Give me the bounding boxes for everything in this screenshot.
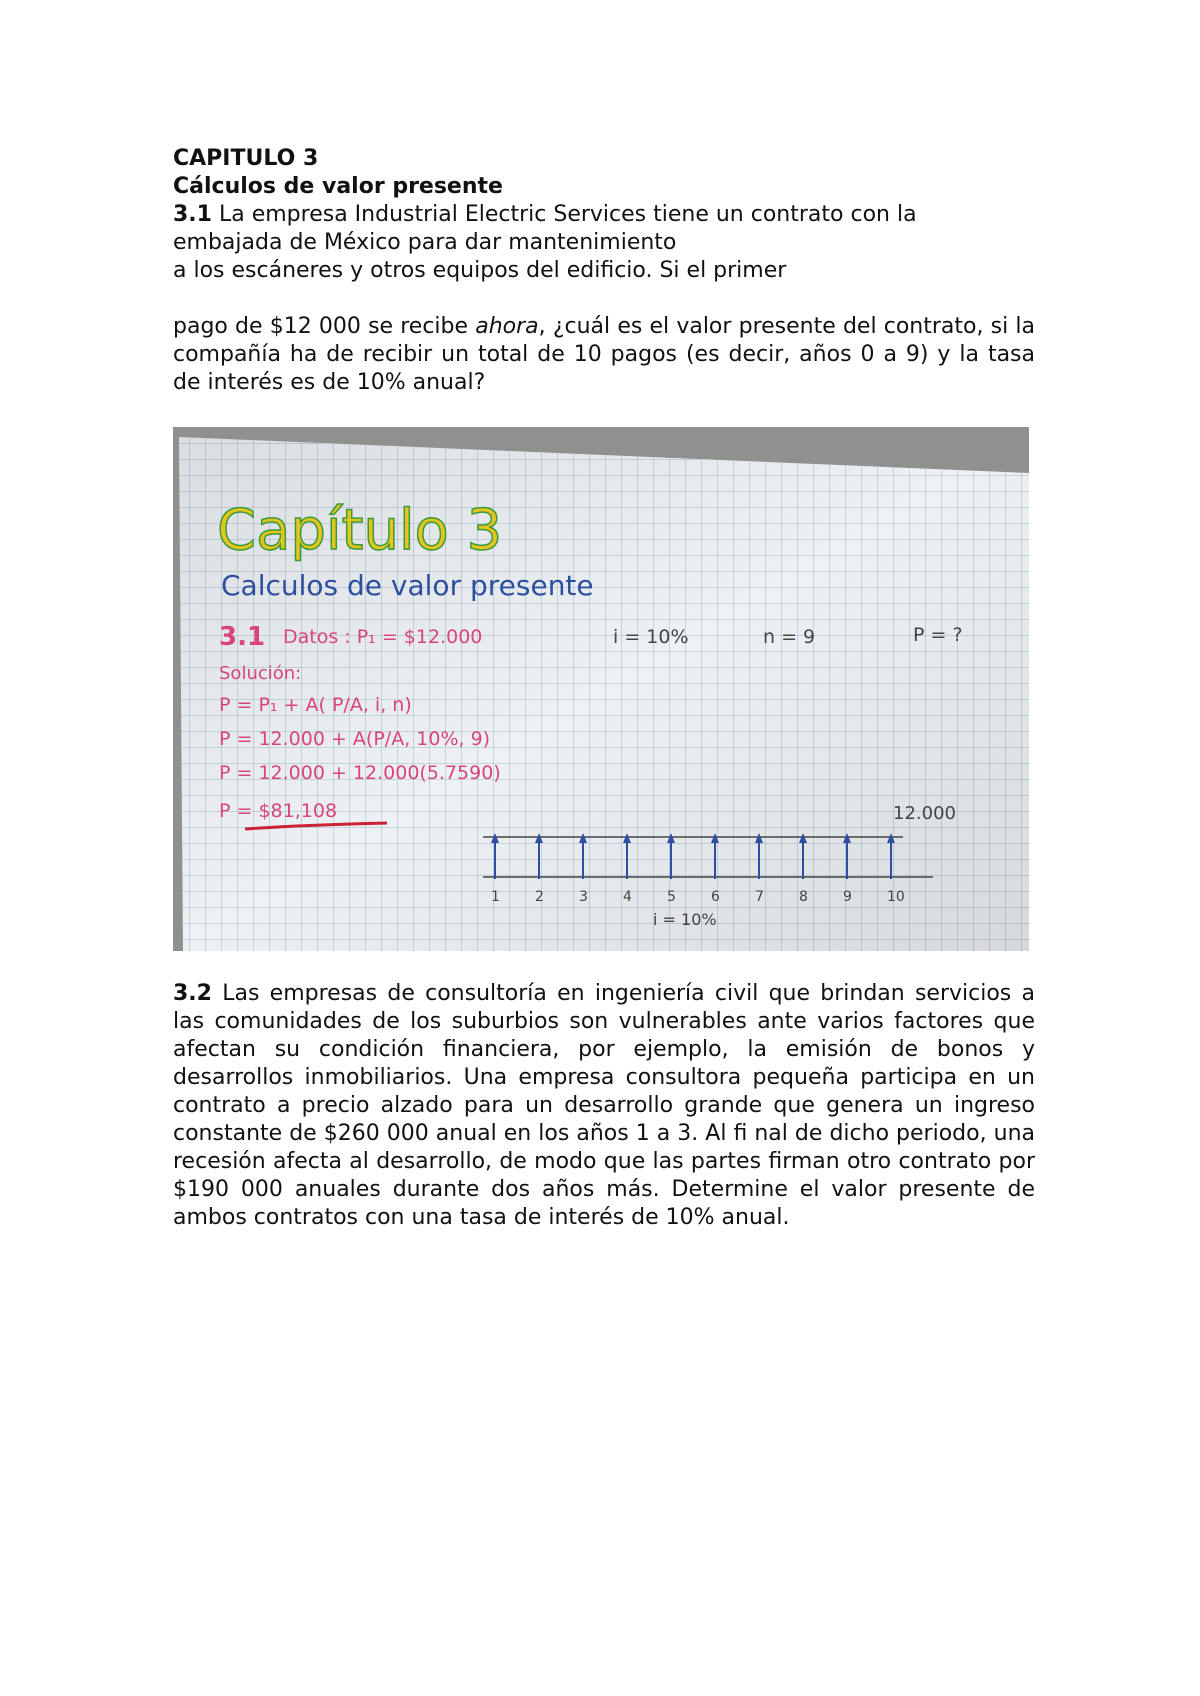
cashflow-amount-label: 12.000 <box>893 803 956 824</box>
notebook-solucion: Solución: <box>219 663 302 684</box>
problem-3-2-text: Las empresas de consultoría en ingeniería civil que brindan servicios a las comunidades de los suburbios son vulnerables ante varios factores que afectan su condición financiera, por ejemplo, la emisión de bonos y desarrollos inmobiliarios. Una empresa consultora pequeña participa en un contrato a precio alzado para un desarrollo grande que genera un ingreso constante de $260 000 anual en los años 1 a 3. Al fi nal de dicho periodo, una recesión afecta al desarrollo, de modo que las partes firman otro contrato por $190 000 anuales durante dos años más. Determine el valor presente de ambos contratos con una tasa de interés de 10% anual. <box>173 981 1035 1230</box>
notebook-subtitle: Calculos de valor presente <box>221 569 594 602</box>
problem-text-line: embajada de México para dar mantenimiento <box>173 230 677 255</box>
problem-number: 3.1 <box>173 202 212 227</box>
cashflow-axis-label: 8 <box>799 889 808 905</box>
problem-text-line: a los escáneres y otros equipos del edificio. Si el primer <box>173 258 787 283</box>
cashflow-axis-label: 6 <box>711 889 720 905</box>
question-text: pago de $12 000 se recibe <box>173 314 476 339</box>
cashflow-axis-label: 4 <box>623 889 632 905</box>
chapter-title: Cálculos de valor presente <box>173 174 503 199</box>
notebook-datos: Datos : P₁ = $12.000 <box>283 626 483 648</box>
cashflow-axis-label: 10 <box>887 889 905 905</box>
problem-3-1-intro <box>173 201 1035 229</box>
cashflow-axis-label: 1 <box>491 889 500 905</box>
cashflow-axis-label: 2 <box>535 889 544 905</box>
notebook-n: n = 9 <box>763 626 816 648</box>
notebook-result: P = $81,108 <box>219 800 338 822</box>
question-text: , ¿cuál es el valor presente del contrato, si la compañía ha de recibir un total de 10 pagos (es decir, años 0 a 9) y la tasa de interés es de 10% anual? <box>173 314 1035 395</box>
cashflow-axis-label: 7 <box>755 889 764 905</box>
notebook-eq2: P = 12.000 + A(P/A, 10%, 9) <box>219 728 491 750</box>
problem-text-line: La empresa Industrial Electric Services tiene un contrato con la <box>211 202 917 227</box>
chapter-heading: CAPITULO 3 <box>173 146 319 171</box>
problem-3-1-section <box>173 145 1035 397</box>
cashflow-axis-label: 5 <box>667 889 676 905</box>
problem-3-1-question <box>173 313 1035 397</box>
notebook-eq3: P = 12.000 + 12.000(5.7590) <box>219 762 501 784</box>
paragraph-spacer <box>173 285 1035 313</box>
cashflow-axis-label: 3 <box>579 889 588 905</box>
cashflow-rate: i = 10% <box>653 910 717 929</box>
problem-number: 3.2 <box>173 981 212 1006</box>
notebook-photo <box>173 427 1029 951</box>
notebook-problem-number: 3.1 <box>219 622 266 652</box>
notebook-rate: i = 10% <box>613 626 689 648</box>
question-emphasis: ahora <box>475 314 539 339</box>
cashflow-axis-label: 9 <box>843 889 852 905</box>
notebook-unknown: P = ? <box>913 624 963 646</box>
notebook-title: Capítulo 3 <box>217 498 503 563</box>
problem-3-2-section <box>173 980 1035 1232</box>
notebook-eq1: P = P₁ + A( P/A, i, n) <box>219 694 412 716</box>
